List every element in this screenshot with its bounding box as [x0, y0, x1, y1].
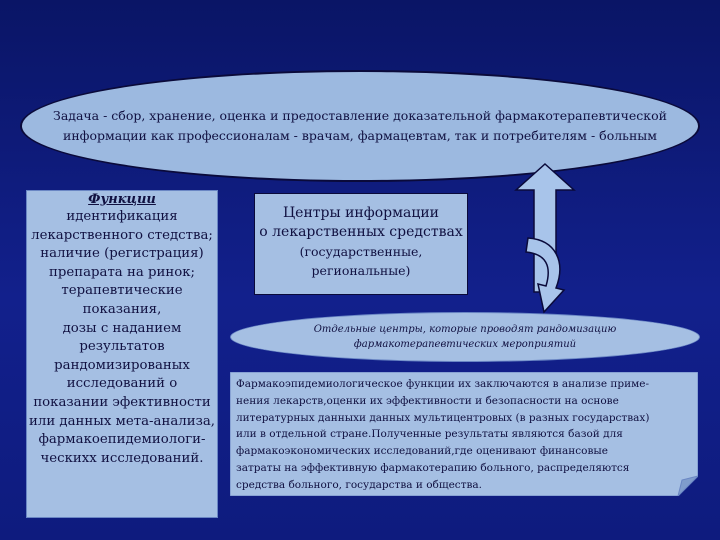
functions-box	[26, 190, 218, 518]
task-ellipse	[20, 70, 700, 182]
separate-centers-text: Отдельные центры, которые проводят рандомизацию фармакотерапевтических мероприятий	[313, 324, 617, 350]
pharmacoepidemiology-text: Фармакоэпидемиологическое функции их заключаются в анализе приме- нения лекарств,оценки их эффективности и безопасности на основе литературных данныхи данных мультицентровых (в разных государствах) или в отдельной стране.Полученные результаты являются базой для фармакоэкономических исследований,где оценивают финансовые затраты на эффективную фармакотерапию больного, распределяются средства больного, государства и общества.	[236, 378, 650, 491]
separate-centers-oval	[230, 312, 700, 362]
functions-body: идентификация лекарственного стедства; наличие (регистрация) препарата на ринок; терапевтические показания, дозы с наданием результатов рандомизированых исследований о показании эфективности или данных мета-анализа, фармакоепидемиологи- ческихх исследований.	[29, 209, 215, 466]
info-centers-subtitle: (государственные, региональные)	[299, 244, 423, 278]
pharmacoepidemiology-note	[230, 372, 698, 496]
task-text: Задача - сбор, хранение, оценка и предоставление доказательной фармакотерапевтической информации как профессионалам - врачам, фармацевтам, так и потребителям - больным	[53, 108, 667, 143]
info-centers-box	[254, 193, 468, 295]
info-centers-title: Центры информации о лекарственных средствах	[259, 205, 463, 240]
functions-title: Функции	[88, 192, 156, 207]
curved-arrow-icon	[520, 232, 570, 321]
